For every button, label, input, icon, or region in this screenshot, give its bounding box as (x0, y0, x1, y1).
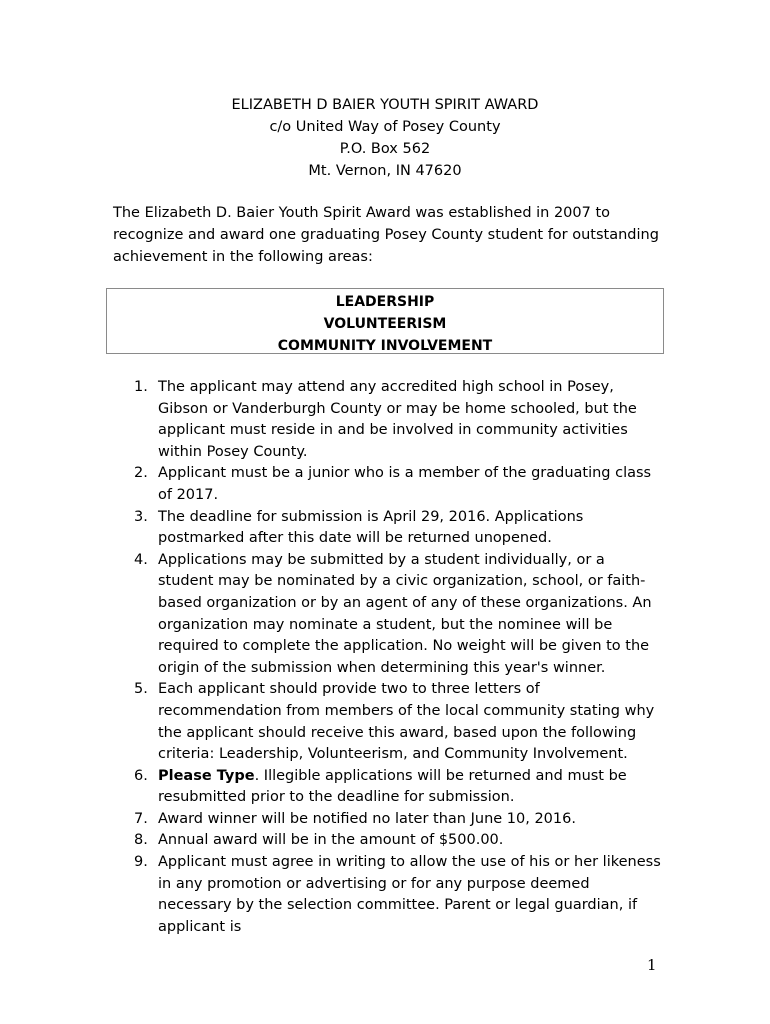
list-item (124, 809, 664, 831)
list-item (124, 377, 664, 463)
list-item-text: . Illegible applications will be returned and must be resubmitted prior to the deadline for submission. (158, 767, 627, 806)
list-item-number: 8. (134, 832, 148, 849)
list-item-number: 4. (134, 551, 148, 568)
area-volunteerism: VOLUNTEERISM (323, 316, 447, 332)
address-line-po-box: P.O. Box 562 (339, 141, 431, 157)
list-item-text: Applicant must be a junior who is a member of the graduating class of 2017. (158, 465, 652, 503)
list-item-text: Annual award will be in the amount of $500.00. (158, 832, 504, 849)
award-title: ELIZABETH D BAIER YOUTH SPIRIT AWARD (231, 97, 539, 113)
list-item-number: 5. (134, 681, 148, 698)
page-number: 1 (647, 956, 657, 974)
list-item (124, 507, 664, 550)
list-item-number: 7. (134, 810, 148, 827)
achievement-areas-box (106, 288, 664, 354)
list-item (124, 679, 664, 765)
address-line-care-of: c/o United Way of Posey County (269, 119, 501, 135)
area-leadership: LEADERSHIP (335, 294, 435, 310)
list-item-number: 2. (134, 465, 148, 482)
list-item-text: Award winner will be notified no later than June 10, 2016. (158, 810, 576, 827)
list-item-text: The applicant may attend any accredited high school in Posey, Gibson or Vanderburgh County or may be home schooled, but the applicant must reside in and be involved in community activities within Posey County. (158, 379, 637, 460)
list-item (124, 852, 664, 938)
list-item-number: 6. (134, 767, 148, 784)
area-community-involvement: COMMUNITY INVOLVEMENT (277, 338, 493, 354)
list-item (124, 550, 664, 680)
list-item (124, 766, 664, 809)
please-type-emphasis: Please Type (158, 767, 255, 784)
eligibility-rules-list (124, 377, 664, 938)
intro-paragraph: The Elizabeth D. Baier Youth Spirit Award was established in 2007 to recognize and award one graduating Posey County student for outstanding achievement in the following areas: (113, 205, 659, 265)
list-item-text: Each applicant should provide two to three letters of recommendation from members of the local community stating why the applicant should receive this award, based upon the following criteria: Leadership, Volunteerism, and Community Involvement. (158, 681, 655, 763)
list-item-text: Applicant must agree in writing to allow the use of his or her likeness in any promotion or advertising or for any purpose deemed necessary by the selection committee. Parent or legal guardian, if applicant is (158, 854, 661, 935)
list-item (124, 830, 664, 852)
list-item-number: 1. (134, 379, 148, 395)
list-item-text: Applications may be submitted by a student individually, or a student may be nominated by a civic organization, school, or faith-based organization or by an agent of any of these organizations. An organization may nominate a student, but the nominee will be required to complete the application. No weight will be given to the origin of the submission when determining this year's winner. (158, 551, 652, 676)
address-line-city: Mt. Vernon, IN 47620 (308, 163, 462, 179)
list-item-number: 9. (134, 854, 148, 871)
letterhead (0, 94, 770, 182)
list-item-text: The deadline for submission is April 29, 2016. Applications postmarked after this date will be returned unopened. (158, 508, 584, 547)
list-item (124, 463, 664, 506)
list-item-number: 3. (134, 508, 148, 525)
